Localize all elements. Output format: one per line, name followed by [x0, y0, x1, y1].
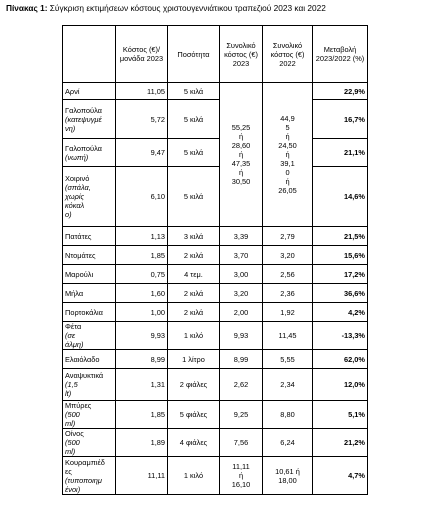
cell-total-2022: 2,79 — [263, 227, 313, 246]
cell-quantity: 2 κιλά — [168, 284, 220, 303]
cell-total-2022: 11,45 — [263, 322, 313, 350]
cell-quantity: 1 κιλό — [168, 322, 220, 350]
table-row — [63, 429, 368, 457]
item-name: Αναψυκτικά — [65, 371, 104, 380]
cost-comparison-table — [62, 25, 368, 495]
cell-quantity: 5 κιλά — [168, 100, 220, 139]
item-name: Φέτα — [65, 322, 82, 331]
cell-total-2022: 8,80 — [263, 401, 313, 429]
cell-total-2022: 2,34 — [263, 369, 313, 401]
table-row — [63, 83, 368, 100]
cell-change: 15,6% — [313, 246, 368, 265]
cell-total-2023: 11,11 ή 16,10 — [220, 457, 263, 495]
cell-total-2023: 7,56 — [220, 429, 263, 457]
header-row — [63, 26, 368, 83]
cell-total-2023: 2,62 — [220, 369, 263, 401]
cell-total-2023: 9,93 — [220, 322, 263, 350]
item-name: Ντομάτες — [65, 250, 96, 260]
table-row — [63, 167, 368, 227]
cell-change: 16,7% — [313, 100, 368, 139]
cell-change: 22,9% — [313, 83, 368, 100]
header-quantity: Ποσότητα — [168, 26, 220, 83]
header-unit-cost: Κόστος (€)/ μονάδα 2023 — [116, 26, 168, 83]
cell-change: 12,0% — [313, 369, 368, 401]
cell-quantity: 1 λίτρο — [168, 350, 220, 369]
item-note: (500 ml) — [65, 410, 80, 428]
table-row — [63, 284, 368, 303]
cell-unit-cost: 1,89 — [116, 429, 168, 457]
caption-prefix: Πίνακας 1: — [6, 3, 48, 13]
header-total-2023: Συνολικό κόστος (€) 2023 — [220, 26, 263, 83]
cell-change: 4,2% — [313, 303, 368, 322]
cell-item — [63, 227, 116, 246]
cell-quantity: 5 κιλά — [168, 83, 220, 100]
item-name: Οίνος — [65, 429, 84, 438]
cell-unit-cost: 11,05 — [116, 83, 168, 100]
cell-quantity: 4 τεμ. — [168, 265, 220, 284]
cell-total-2023: 8,99 — [220, 350, 263, 369]
cell-quantity: 5 φιάλες — [168, 401, 220, 429]
cell-total-2022: 6,24 — [263, 429, 313, 457]
cell-change: 21,2% — [313, 429, 368, 457]
item-name: Γαλοπούλα — [65, 143, 102, 153]
cell-total-2022: 2,56 — [263, 265, 313, 284]
item-name: Πορτοκάλια — [65, 307, 103, 317]
cell-unit-cost: 9,47 — [116, 139, 168, 167]
table-row — [63, 265, 368, 284]
header-change: Μεταβολή 2023/2022 (%) — [313, 26, 368, 83]
item-name: Κουραμπιέδ ες — [65, 457, 105, 476]
table-row — [63, 100, 368, 139]
table-body — [63, 26, 368, 495]
cell-change: 21,1% — [313, 139, 368, 167]
cell-total-2023: 3,00 — [220, 265, 263, 284]
caption-text: Σύγκριση εκτιμήσεων κόστους χριστουγεννιάτικου τραπεζιού 2023 και 2022 — [49, 3, 326, 13]
cell-item — [63, 139, 116, 167]
cell-quantity: 1 κιλό — [168, 457, 220, 495]
table-row — [63, 303, 368, 322]
item-name: Μήλα — [65, 288, 84, 298]
cell-quantity: 4 φιάλες — [168, 429, 220, 457]
cell-quantity: 5 κιλά — [168, 167, 220, 227]
cell-change: -13,3% — [313, 322, 368, 350]
cell-change: 14,6% — [313, 167, 368, 227]
cell-unit-cost: 1,13 — [116, 227, 168, 246]
cell-change: 17,2% — [313, 265, 368, 284]
table-row — [63, 401, 368, 429]
cell-unit-cost: 1,31 — [116, 369, 168, 401]
cell-unit-cost: 9,93 — [116, 322, 168, 350]
cell-total-2023-meat: 55,25 ή 28,60 ή 47,35 ή 30,50 — [220, 83, 263, 227]
item-note: (τυποποιημ ένοι) — [65, 475, 102, 494]
cell-item — [63, 265, 116, 284]
item-name: Χοιρινό — [65, 174, 90, 183]
item-note: (κατεψυγμέ νη) — [65, 114, 102, 133]
cell-total-2022: 2,36 — [263, 284, 313, 303]
cell-total-2022: 3,20 — [263, 246, 313, 265]
cell-total-2023: 3,39 — [220, 227, 263, 246]
cell-item — [63, 429, 116, 457]
item-name: Μαρούλι — [65, 269, 94, 279]
cell-total-2023: 3,20 — [220, 284, 263, 303]
cell-quantity: 2 φιάλες — [168, 369, 220, 401]
cell-item — [63, 167, 116, 227]
cell-unit-cost: 0,75 — [116, 265, 168, 284]
cell-unit-cost: 1,60 — [116, 284, 168, 303]
cell-change: 36,6% — [313, 284, 368, 303]
cell-item — [63, 246, 116, 265]
cell-change: 4,7% — [313, 457, 368, 495]
table-caption — [6, 3, 424, 13]
cell-item — [63, 401, 116, 429]
table-row — [63, 322, 368, 350]
cell-item — [63, 284, 116, 303]
item-note: (σπάλα, χωρίς κόκαλ ο) — [65, 183, 91, 219]
item-name: Ελαιόλαδο — [65, 354, 100, 364]
cell-unit-cost: 5,72 — [116, 100, 168, 139]
item-name: Μπύρες — [65, 401, 92, 410]
cell-unit-cost: 1,85 — [116, 401, 168, 429]
item-note: (σε άλμη) — [65, 331, 84, 349]
cell-item — [63, 350, 116, 369]
table-row — [63, 457, 368, 495]
table-row — [63, 369, 368, 401]
cell-item — [63, 100, 116, 139]
cell-unit-cost: 6,10 — [116, 167, 168, 227]
cell-item — [63, 83, 116, 100]
table-row — [63, 246, 368, 265]
cell-change: 62,0% — [313, 350, 368, 369]
item-name: Πατάτες — [65, 231, 92, 241]
item-note: (1,5 lt) — [65, 380, 78, 398]
cell-unit-cost: 1,00 — [116, 303, 168, 322]
cell-unit-cost: 11,11 — [116, 457, 168, 495]
cell-total-2023: 9,25 — [220, 401, 263, 429]
cell-item — [63, 303, 116, 322]
header-item — [63, 26, 116, 83]
header-total-2022: Συνολικό κόστος (€) 2022 — [263, 26, 313, 83]
cell-quantity: 2 κιλά — [168, 303, 220, 322]
cell-total-2023: 3,70 — [220, 246, 263, 265]
item-note: (500 ml) — [65, 438, 80, 456]
cell-total-2022-meat: 44,9 5 ή 24,50 ή 39,1 0 ή 26,05 — [263, 83, 313, 227]
cell-total-2023: 2,00 — [220, 303, 263, 322]
cell-total-2022: 10,61 ή 18,00 — [263, 457, 313, 495]
cell-item — [63, 369, 116, 401]
table-row — [63, 227, 368, 246]
cell-quantity: 2 κιλά — [168, 246, 220, 265]
item-name: Αρνί — [65, 86, 80, 96]
cell-quantity: 5 κιλά — [168, 139, 220, 167]
cell-change: 21,5% — [313, 227, 368, 246]
cell-item — [63, 322, 116, 350]
cell-change: 5,1% — [313, 401, 368, 429]
cell-total-2022: 1,92 — [263, 303, 313, 322]
cell-item — [63, 457, 116, 495]
cell-quantity: 3 κιλά — [168, 227, 220, 246]
table-row — [63, 350, 368, 369]
cell-unit-cost: 8,99 — [116, 350, 168, 369]
item-name: Γαλοπούλα — [65, 105, 102, 115]
table-row — [63, 139, 368, 167]
item-note: (νωπή) — [65, 152, 89, 162]
cell-unit-cost: 1,85 — [116, 246, 168, 265]
cell-total-2022: 5,55 — [263, 350, 313, 369]
